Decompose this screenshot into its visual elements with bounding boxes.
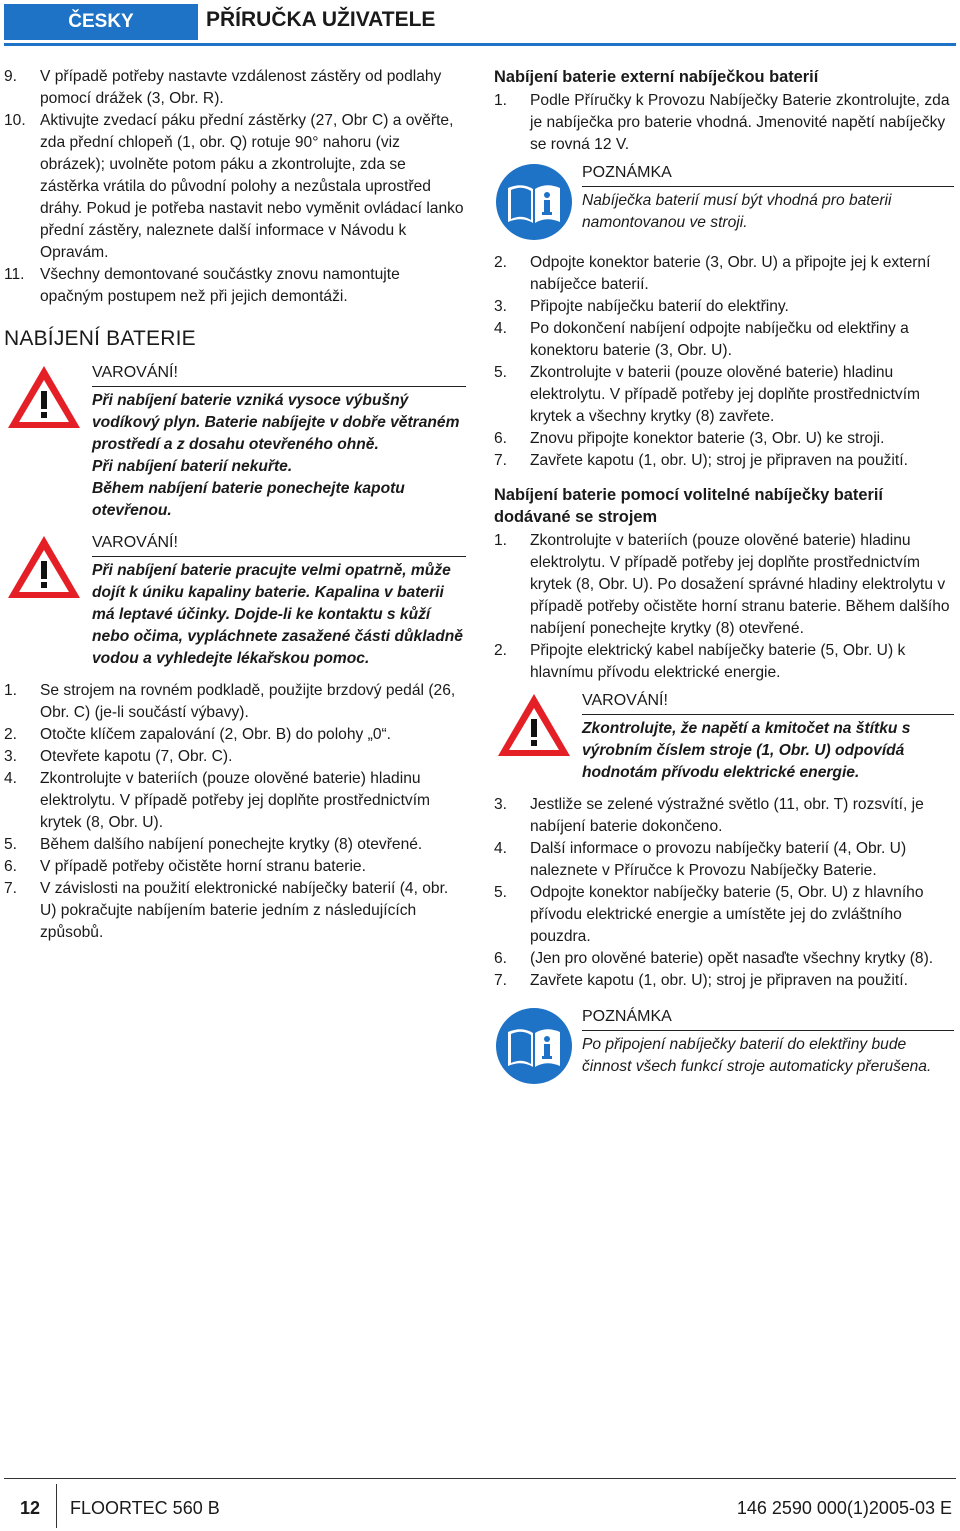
footer-rule — [4, 1478, 956, 1479]
subsection-title: Nabíjení baterie pomocí volitelné nabíječky baterií dodávané se strojem — [494, 486, 883, 526]
list-item: 3. Jestliže se zelené výstražné světlo (11, obr. T) rozsvítí, je nabíjení baterie dokončeno. — [494, 796, 924, 835]
list-item: 3. Otevřete kapotu (7, Obr. C). — [4, 748, 233, 765]
warning-triangle-icon — [494, 690, 582, 784]
list-item: 6. V případě potřeby očistěte horní stranu baterie. — [4, 858, 366, 875]
left-column — [4, 66, 466, 944]
note-text: Nabíječka baterií musí být vhodná pro baterii namontovanou ve stroji. — [582, 192, 892, 231]
list-item: 5. Odpojte konektor nabíječky baterie (5, Obr. U) z hlavního přívodu elektrické energie a umístěte jej do zvláštního pouzdra. — [494, 884, 924, 945]
document-code: 146 2590 000(1)2005-03 E — [736, 1498, 952, 1518]
warning-text: Při nabíjení baterií nekuřte. — [92, 458, 293, 475]
page-title: PŘÍRUČKA UŽIVATELE — [206, 8, 436, 31]
warning-text: Při nabíjení baterie vzniká vysoce výbušný vodíkový plyn. Baterie nabíjejte v dobře větraném prostředí a z dosahu otevřeného ohně. — [92, 392, 460, 453]
section-title: NABÍJENÍ BATERIE — [4, 327, 196, 350]
list-item: 1. Se strojem na rovném podkladě, použijte brzdový pedál (26, Obr. C) (je-li součástí výbavy). — [4, 682, 456, 721]
list-item: 6. Znovu připojte konektor baterie (3, Obr. U) ke stroji. — [494, 430, 885, 447]
footer-divider — [56, 1484, 57, 1528]
warning-box — [4, 362, 466, 522]
steps-list — [494, 794, 954, 992]
warning-text: Při nabíjení baterie pracujte velmi opatrně, může dojít k úniku kapaliny baterie. Kapalina v baterii má leptavé účinky. Dojde-li ke kontaktu s kůží nebo očima, vypláchnete zasažené části důkladně vodou a vyhledejte lékařskou pomoc. — [92, 562, 463, 667]
right-column — [494, 66, 954, 1096]
info-book-icon — [494, 1006, 582, 1086]
product-name: FLOORTEC 560 B — [70, 1498, 220, 1518]
list-item: 2. Připojte elektrický kabel nabíječky baterie (5, Obr. U) k hlavnímu přívodu elektrické energie. — [494, 642, 906, 681]
list-item: 7. V závislosti na použití elektronické nabíječky baterií (4, obr. U) pokračujte nabíjením baterie jedním z následujících způsobů. — [4, 880, 449, 941]
warning-triangle-icon — [4, 532, 92, 670]
warning-text: Zkontrolujte, že napětí a kmitočet na štítku s výrobním číslem stroje (1, Obr. U) odpovídá hodnotám přívodu elektrické energie. — [582, 720, 911, 781]
list-item: 11. Všechny demontované součástky znovu namontujte opačným postupem než při jejich demontáži. — [4, 266, 400, 305]
language-tab: ČESKY — [4, 4, 198, 40]
list-item: 5. Během dalšího nabíjení ponechejte krytky (8) otevřené. — [4, 836, 423, 853]
header-rule — [4, 43, 956, 46]
warning-label: VAROVÁNÍ! — [92, 362, 466, 387]
list-item: 6. (Jen pro olověné baterie) opět nasaďte všechny krytky (8). — [494, 950, 934, 967]
bottom-steps-list — [4, 680, 466, 944]
top-steps-list — [4, 66, 466, 308]
page-number: 12 — [20, 1498, 41, 1518]
list-item: 9. V případě potřeby nastavte vzdálenost zástěry od podlahy pomocí drážek (3, Obr. R). — [4, 68, 442, 107]
warning-label: VAROVÁNÍ! — [92, 532, 466, 557]
list-item: 4. Po dokončení nabíjení odpojte nabíječku od elektřiny a konektoru baterie (3, Obr. U). — [494, 320, 909, 359]
list-item: 5. Zkontrolujte v baterii (pouze olověné baterie) hladinu elektrolytu. V případě potřeby jej doplňte prostřednictvím krytek a všechny krytky (8) zavřete. — [494, 364, 921, 425]
list-item: 2. Otočte klíčem zapalování (2, Obr. B) do polohy „0“. — [4, 726, 392, 743]
warning-label: VAROVÁNÍ! — [582, 690, 954, 715]
warning-triangle-icon — [4, 362, 92, 522]
warning-box — [4, 532, 466, 670]
warning-box — [494, 690, 954, 784]
subsection-title: Nabíjení baterie externí nabíječkou baterií — [494, 68, 819, 86]
note-label: POZNÁMKA — [582, 1006, 954, 1031]
steps-list — [494, 90, 954, 156]
list-item: 3. Připojte nabíječku baterií do elektřiny. — [494, 298, 789, 315]
note-text: Po připojení nabíječky baterií do elektřiny bude činnost všech funkcí stroje automaticky přerušena. — [582, 1036, 932, 1075]
list-item: 4. Další informace o provozu nabíječky baterií (4, Obr. U) naleznete v Příručce k Provozu Nabíječky Baterie. — [494, 840, 907, 879]
list-item: 4. Zkontrolujte v bateriích (pouze olověné baterie) hladinu elektrolytu. V případě potřeby jej doplňte prostřednictvím krytek (8, Obr. U). — [4, 770, 431, 831]
list-item: 7. Zavřete kapotu (1, obr. U); stroj je připraven na použití. — [494, 452, 908, 469]
note-box — [494, 1006, 954, 1086]
note-box — [494, 162, 954, 242]
steps-list — [494, 252, 954, 472]
list-item: 10. Aktivujte zvedací páku přední zástěrky (27, Obr C) a ověřte, zda přední chlopeň (1, obr. Q) rotuje 90° nahoru (viz obrázek); uvolněte potom páku a zkontrolujte, zda se zástěrka vrátila do původní polohy a nezůstala uprostřed dráhy. Pokud je potřeba nastavit nebo vyměnit ovládací lanko přední zástěry, naleznete další informace v Návodu k Opravám. — [4, 112, 464, 261]
steps-list — [494, 530, 954, 684]
info-book-icon — [494, 162, 582, 242]
list-item: 1. Zkontrolujte v bateriích (pouze olověné baterie) hladinu elektrolytu. V případě potřeby jej doplňte prostřednictvím krytek (8, Obr. U). Po dosažení správné hladiny elektrolytu v případě potřeby očistěte horní stranu baterie. Během dalšího nabíjení ponechejte krytky (8) otevřené. — [494, 532, 950, 637]
list-item: 2. Odpojte konektor baterie (3, Obr. U) a připojte jej k externí nabíječce baterií. — [494, 254, 931, 293]
list-item: 7. Zavřete kapotu (1, obr. U); stroj je připraven na použití. — [494, 972, 908, 989]
note-label: POZNÁMKA — [582, 162, 954, 187]
list-item: 1. Podle Příručky k Provozu Nabíječky Baterie zkontrolujte, zda je nabíječka pro baterie vhodná. Jmenovité napětí nabíječky se rovná 12 V. — [494, 92, 950, 153]
warning-text: Během nabíjení baterie ponechejte kapotu otevřenou. — [92, 480, 405, 519]
